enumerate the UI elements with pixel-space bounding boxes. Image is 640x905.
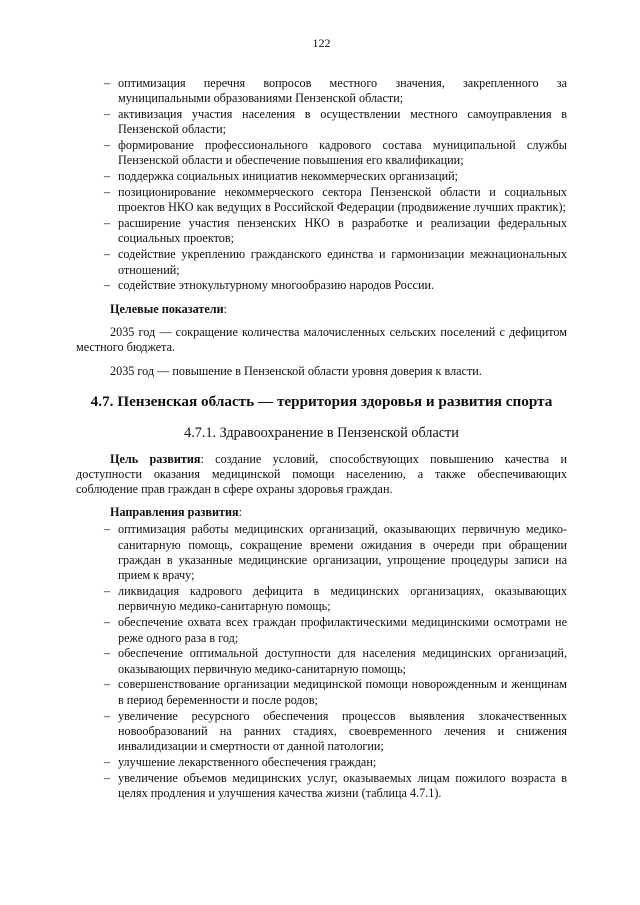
list-item: – поддержка социальных инициатив некоммерческих организаций; <box>104 169 459 184</box>
dash-bullet: – <box>104 185 111 200</box>
list-item: – формирование профессионального кадрового состава муниципальной службы Пензенской области и обеспечение повышения его квалификации; <box>104 138 567 168</box>
directions-heading: Направления развития: <box>110 505 243 520</box>
list-item: – содействие укреплению гражданского единства и гармонизации межнациональных отношений; <box>104 247 567 277</box>
goal-label: Цель развития <box>110 451 201 466</box>
list-item: – обеспечение охвата всех граждан профилактическими медицинскими осмотрами не реже одного раза в год; <box>104 615 567 645</box>
dash-bullet: – <box>104 216 111 231</box>
dash-bullet: – <box>104 522 111 537</box>
document-page <box>76 36 567 802</box>
goals-list <box>76 76 567 294</box>
list-item: – оптимизация работы медицинских организаций, оказывающих первичную медико-санитарную помощь, сокращение времени ожидания в очереди при обращении граждан в указанные медицинские организации, упрощение процедуры записи на прием к врачу; <box>104 522 567 583</box>
dash-bullet: – <box>104 107 111 122</box>
target-paragraph: 2035 год — сокращение количества малочисленных сельских поселений с дефицитом местного бюджета. <box>76 324 567 354</box>
goal-text: : создание условий, способствующих повышению качества и доступности оказания медицинской помощи населению, а также обеспечивающих соблюдение прав граждан в сфере охраны здоровья граждан. <box>76 451 567 497</box>
list-item: – увеличение объемов медицинских услуг, оказываемых лицам пожилого возраста в целях продления и улучшения качества жизни (таблица 4.7.1). <box>104 770 567 800</box>
list-item: – активизация участия населения в осуществлении местного самоуправления в Пензенской области; <box>104 107 567 137</box>
list-item: – обеспечение оптимальной доступности для населения медицинских организаций, оказывающих первичную медико-санитарную помощь; <box>104 646 567 676</box>
dash-bullet: – <box>104 770 111 785</box>
list-item: – ликвидация кадрового дефицита в медицинских организациях, оказывающих первичную медико-санитарную помощь; <box>104 584 567 614</box>
page-number: 122 <box>312 36 331 50</box>
list-item: – увеличение ресурсного обеспечения процессов выявления злокачественных новообразований на ранних стадиях, своевременного лечения и снижения инвалидизации и смертности от данной патологии; <box>104 708 567 754</box>
directions-list <box>76 522 567 801</box>
goal-paragraph <box>76 452 567 498</box>
subsection-title: 4.7.1. Здравоохранение в Пензенской области <box>184 424 459 441</box>
dash-bullet: – <box>104 615 111 630</box>
list-item: – совершенствование организации медицинской помощи новорожденным и женщинам в период беременности и после родов; <box>104 677 567 707</box>
dash-bullet: – <box>104 584 111 599</box>
section-title: 4.7. Пензенская область — территория здоровья и развития спорта <box>90 392 553 410</box>
dash-bullet: – <box>104 708 111 723</box>
dash-bullet: – <box>104 646 111 661</box>
list-item: – расширение участия пензенских НКО в разработке и реализации федеральных социальных проектов; <box>104 216 567 246</box>
dash-bullet: – <box>104 247 111 262</box>
dash-bullet: – <box>104 754 111 769</box>
list-item: – улучшение лекарственного обеспечения граждан; <box>104 754 377 769</box>
dash-bullet: – <box>104 278 111 293</box>
list-item: – позиционирование некоммерческого сектора Пензенской области и социальных проектов НКО как ведущих в Российской Федерации (продвижение лучших практик); <box>104 185 567 215</box>
dash-bullet: – <box>104 169 111 184</box>
target-paragraph: 2035 год — повышение в Пензенской области уровня доверия к власти. <box>110 364 482 379</box>
list-item: – оптимизация перечня вопросов местного значения, закрепленного за муниципальными образованиями Пензенской области; <box>104 76 567 106</box>
targets-heading: Целевые показатели: <box>110 301 228 316</box>
list-item: – содействие этнокультурному многообразию народов России. <box>104 278 435 293</box>
dash-bullet: – <box>104 76 111 90</box>
dash-bullet: – <box>104 677 111 692</box>
dash-bullet: – <box>104 138 111 153</box>
